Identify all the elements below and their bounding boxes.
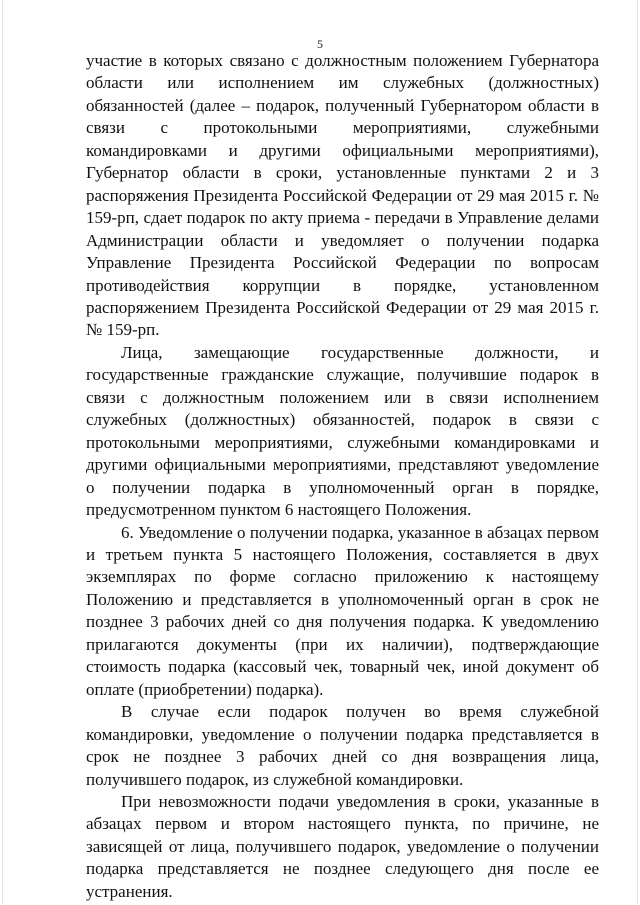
scan-edge-right bbox=[637, 0, 638, 905]
page-number: 5 bbox=[317, 37, 323, 51]
paragraph-business-trip: В случае если подарок получен во время служебной командировки, уведомление о получении подарка представляется в срок не позднее 3 рабочих дней со дня возвращения лица, получившего подарок, из служебной командировки. bbox=[86, 702, 599, 789]
document-body bbox=[86, 50, 599, 903]
paragraph-officials-notification: Лица, замещающие государственные должности, и государственные гражданские служащие, получившие подарок в связи с должностным положением или в связи исполнением служебных (должностных) обязанностей, подарок в связи с протокольными мероприятиями, служебными командировками и другими официальными мероприятиями, представляют уведомление о получении подарка в уполномоченный орган в порядке, предусмотренном пунктом 6 настоящего Положения. bbox=[86, 342, 599, 520]
paragraph-impossibility: При невозможности подачи уведомления в сроки, указанные в абзацах первом и втором настоящего пункта, по причине, не зависящей от лица, получившего подарок, уведомление о получении подарка представляется не позднее следующего дня после ее устранения. bbox=[86, 791, 599, 901]
paragraph-continuation: участие в которых связано с должностным положением Губернатора области или исполнением им служебных (должностных) обязанностей (далее – подарок, полученный Губернатором области в связи с протокольными мероприятиями, служебными командировками и другими официальными мероприятиями), Губернатор области в сроки, установленные пунктами 2 и 3 распоряжения Президента Российской Федерации от 29 мая 2015 г. № 159-рп, сдает подарок по акту приема - передачи в Управление делами Администрации области и уведомляет о получении подарка Управление Президента Российской Федерации по вопросам противодействия коррупции в порядке, установленном распоряжением Президента Российской Федерации от 29 мая 2015 г. № 159-рп. bbox=[86, 51, 599, 340]
paragraph-item-6: 6. Уведомление о получении подарка, указанное в абзацах первом и третьем пункта 5 настоящего Положения, составляется в двух экземплярах по форме согласно приложению к настоящему Положению и представляется в уполномоченный орган в срок не позднее 3 рабочих дней со дня получения подарка. К уведомлению прилагаются документы (при их наличии), подтверждающие стоимость подарка (кассовый чек, товарный чек, иной документ об оплате (приобретении) подарка). bbox=[86, 522, 599, 699]
scan-edge-left bbox=[2, 0, 3, 905]
